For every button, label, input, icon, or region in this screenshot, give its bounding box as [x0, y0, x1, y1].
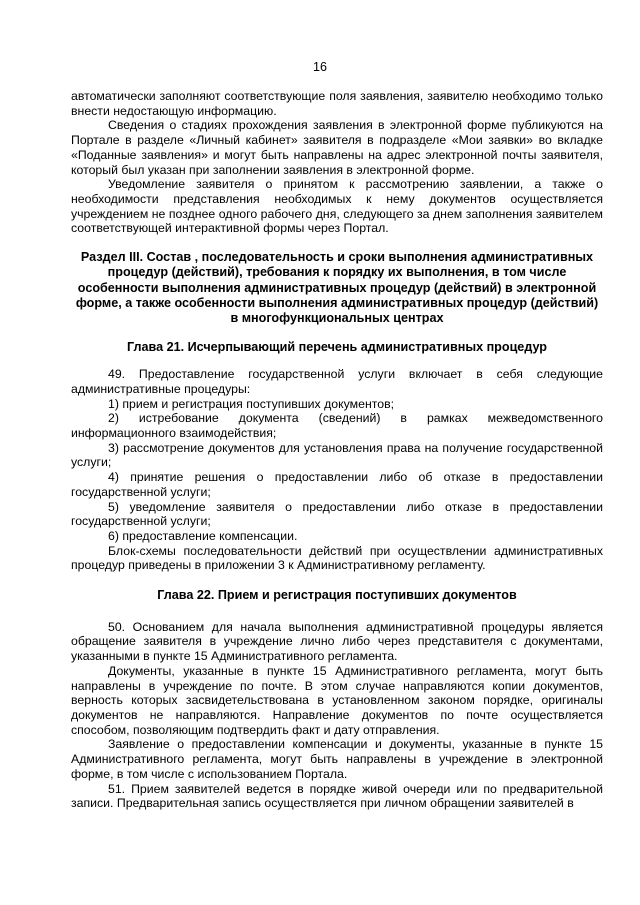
page-body: [71, 89, 603, 811]
body-paragraph: 51. Прием заявителей ведется в порядке живой очереди или по предварительной записи. Предварительная запись осуществляется при личном обращении заявителей в: [71, 781, 603, 811]
body-paragraph: Заявление о предоставлении компенсации и документы, указанные в пункте 15 Административного регламента, могут быть направлены в учреждение в электронной форме, в том числе с использованием Портала.: [71, 737, 603, 781]
list-item: 2) истребование документа (сведений) в рамках межведомственного информационного взаимодействия;: [71, 411, 603, 441]
list-item: 1) прием и регистрация поступивших документов;: [108, 396, 395, 411]
list-item: 4) принятие решения о предоставлении либо об отказе в предоставлении государственной услуги;: [71, 470, 603, 499]
intro-paragraph: автоматически заполняют соответствующие поля заявления, заявителю необходимо только внести недостающую информацию.: [71, 89, 603, 118]
intro-paragraph: Уведомление заявителя о принятом к рассмотрению заявлении, а также о необходимости представления необходимых к нему документов осуществляется учреждением не позднее одного рабочего дня, следующего за днем заполнения заявителем соответствующей интерактивной формы через Портал.: [71, 177, 603, 236]
note-paragraph: Блок-схемы последовательности действий при осуществлении административных процедур приведены в приложении 3 к Административному регламенту.: [71, 543, 603, 573]
intro-paragraph: Сведения о стадиях прохождения заявления в электронной форме публикуются на Портале в разделе «Личный кабинет» заявителя в подразделе «Мои заявки» во вкладке «Поданные заявления» и могут быть направлены на адрес электронной почты заявителя, который был указан при заполнении заявления в электронной форме.: [71, 118, 603, 177]
list-item: 3) рассмотрение документов для установления права на получение государственной услуги;: [71, 440, 603, 470]
body-paragraph: 50. Основанием для начала выполнения административной процедуры является обращение заявителя в учреждение лично либо через представителя с документами, указанными в пункте 15 Административного регламента.: [71, 619, 603, 664]
list-lead: 49. Предоставление государственной услуги включает в себя следующие административные процедуры:: [71, 367, 603, 396]
section-heading: Раздел III. Состав , последовательность и сроки выполнения административных процедур (действий), требования к порядку их выполнения, в том числе особенности выполнения административных процедур (действий) в электронной форме, а также особенности выполнения административных процедур (действий) в многофункциональных центрах: [75, 250, 599, 326]
chapter-heading: Глава 21. Исчерпывающий перечень административных процедур: [126, 339, 547, 354]
chapter-heading: Глава 22. Прием и регистрация поступивших документов: [157, 588, 517, 603]
list-item: 5) уведомление заявителя о предоставлении либо отказе в предоставлении государственной услуги;: [71, 499, 603, 529]
body-paragraph: Документы, указанные в пункте 15 Административного регламента, могут быть направлены в учреждение по почте. В этом случае направляются копии документов, верность которых засвидетельствована в установленном законом порядке, оригиналы документов не направляются. Направление документов по почте осуществляется способом, позволяющим подтвердить факт и дату отправления.: [71, 663, 603, 737]
list-item: 6) предоставление компенсации.: [108, 528, 298, 543]
page-number: 16: [313, 60, 327, 74]
